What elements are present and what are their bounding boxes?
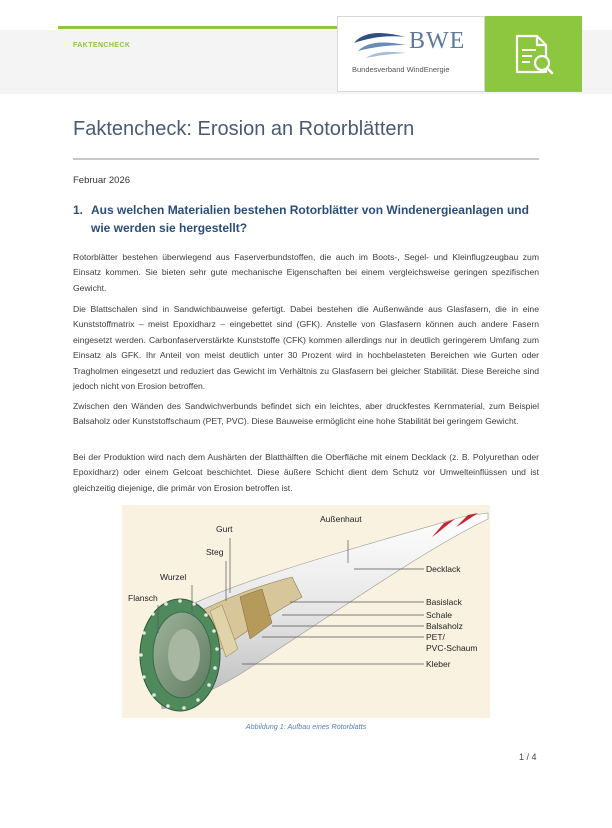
- bwe-wing-icon: [352, 29, 408, 59]
- paragraph: Zwischen den Wänden des Sandwichverbunds befindet sich ein leichtes, aber druckfestes Kernmaterial, zum Beispiel Balsaholz oder Kunststoffschaum (PET, PVC). Diese Bauweise ermöglicht eine hohe Stabilität bei geringem Gewicht.: [73, 401, 539, 427]
- figure-label-steg: Steg: [206, 547, 224, 557]
- rotor-blade-figure: [122, 505, 490, 718]
- paragraph: Rotorblätter bestehen überwiegend aus Faserverbundstoffen, die auch im Boots-, Segel- und Kleinflugzeugbau zum Einsatz kommen. Sie bieten sehr gute mechanische Eigenschaften bei einem vergleichsweise geringen spezifischen Gewicht.: [73, 252, 539, 293]
- document-search-tile: [485, 16, 582, 92]
- logo-text: BWE: [409, 28, 466, 54]
- heading-text: Aus welchen Materialien bestehen Rotorblätter von Windenergieanlagen und wie werden sie hergestellt?: [91, 203, 529, 235]
- figure-label-pet: PET/: [426, 632, 445, 642]
- section-heading: [73, 201, 543, 237]
- figure-label-schale: Schale: [426, 610, 452, 620]
- page-title: Faktencheck: Erosion an Rotorblättern: [73, 118, 415, 140]
- figure-label-wurzel: Wurzel: [160, 572, 187, 582]
- figure-label-kleber: Kleber: [426, 659, 451, 669]
- rotor-blade-cutaway: [122, 505, 490, 718]
- bwe-logo: [337, 16, 485, 92]
- figure-caption: Abbildung 1: Aufbau eines Rotorblatts: [245, 722, 367, 731]
- figure-label-balsaholz: Balsaholz: [426, 621, 463, 631]
- figure-label-pvc: PVC-Schaum: [426, 643, 478, 653]
- figure-label-aussenhaut: Außenhaut: [320, 514, 362, 524]
- logo-subtitle: Bundesverband WindEnergie: [352, 65, 450, 74]
- section-label: FAKTENCHECK: [73, 42, 131, 49]
- document-search-icon: [485, 16, 582, 92]
- page-number: 1 / 4: [519, 752, 537, 762]
- figure-label-basislack: Basislack: [426, 597, 462, 607]
- paragraph: Die Blattschalen sind in Sandwichbauweise gefertigt. Dabei bestehen die Außenwände aus Glasfasern, die in eine Kunststoffmatrix – meist Epoxidharz – eingebettet sind (GFK). Anstelle von Glasfasern können auch andere Fasern eingesetzt werden. Carbonfaserverstärkte Kunststoffe (CFK) kommen allerdings nur in deutlich geringerem Umfang zum Einsatz als GFK. Ihr Anteil von meist deutlich unter 30 Prozent wird in hochbelasteten Bereichen wie Gurten oder Tragholmen eingesetzt und reduziert das Gewicht im Verhältnis zu Glasfasern bei gleicher Stabilität. Diese Bereiche sind jedoch nicht von Erosion betroffen.: [73, 304, 539, 392]
- title-divider: [73, 158, 539, 160]
- paragraph: Bei der Produktion wird nach dem Aushärten der Blatthälften die Oberfläche mit einem Decklack (z. B. Polyurethan oder Epoxidharz) oder einem Gelcoat beschichtet. Diese äußere Schicht dient dem Schutz vor Umwelteinflüssen und ist gleichzeitig diejenige, die primär von Erosion betroffen ist.: [73, 452, 539, 493]
- figure-label-gurt: Gurt: [216, 524, 233, 534]
- figure-label-decklack: Decklack: [426, 564, 461, 574]
- heading-number: 1.: [73, 203, 84, 217]
- figure-label-flansch: Flansch: [128, 593, 158, 603]
- document-date: Februar 2026: [73, 175, 131, 186]
